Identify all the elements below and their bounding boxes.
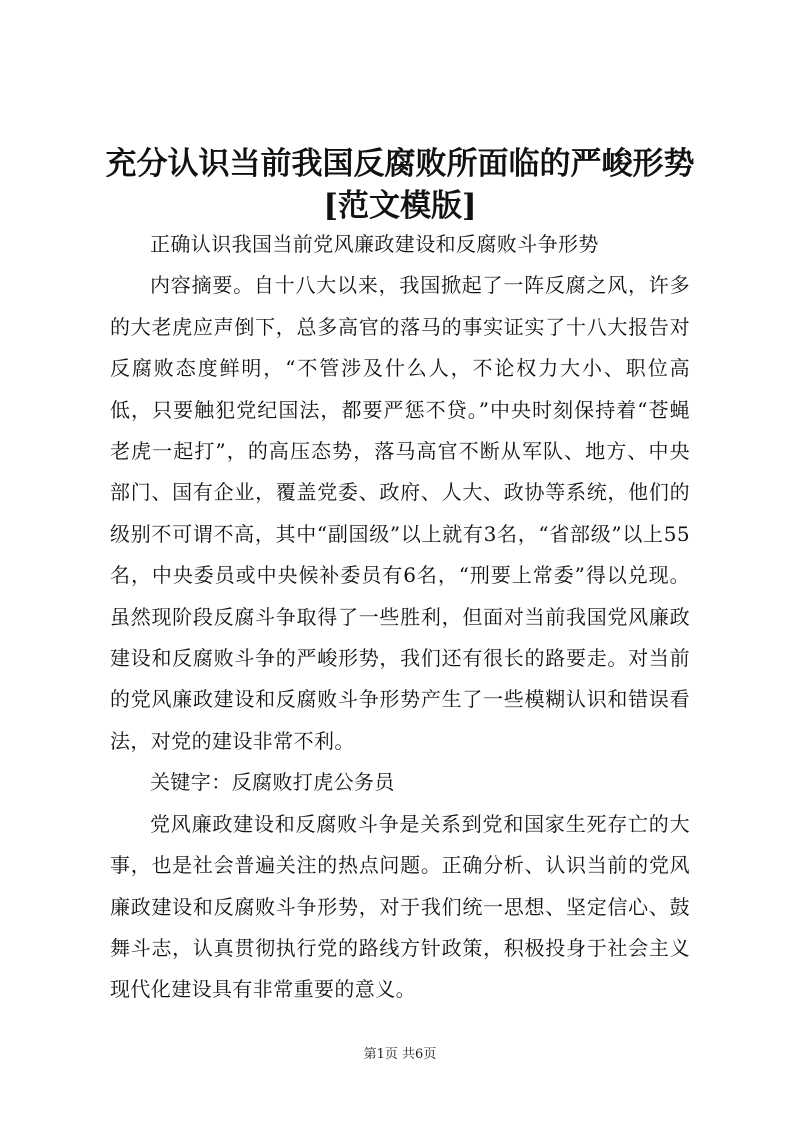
intro-paragraph: 党风廉政建设和反腐败斗争是关系到党和国家生死存亡的大事，也是社会普遍关注的热点问题。正确分析、认识当前的党风廉政建设和反腐败斗争形势，对于我们统一思想、坚定信心、鼓舞斗志，认真贯彻执行党的路线方针政策，积极投身于社会主义现代化建设具有非常重要的意义。 bbox=[110, 811, 690, 1002]
document-title: 充分认识当前我国反腐败所面临的严峻形势 bbox=[105, 146, 695, 182]
keywords-paragraph: 关键字：反腐败打虎公务员 bbox=[150, 770, 395, 795]
page-number: 第1页 共6页 bbox=[363, 1047, 437, 1062]
document-body bbox=[110, 224, 690, 1011]
document-title-suffix: [范文模版] bbox=[323, 188, 477, 224]
abstract-paragraph: 内容摘要。自十八大以来，我国掀起了一阵反腐之风，许多的大老虎应声倒下，总多高官的落马的事实证实了十八大报告对反腐败态度鲜明，“不管涉及什么人，不论权力大小、职位高低，只要触犯党纪国法，都要严惩不贷。”中央时刻保持着“苍蝇老虎一起打”，的高压态势，落马高官不断从军队、地方、中央部门、国有企业，覆盖党委、政府、人大、政协等系统，他们的级别不可谓不高，其中“副国级”以上就有3名，“省部级”以上55名，中央委员或中央候补委员有6名，“刑要上常委”得以兑现。虽然现阶段反腐斗争取得了一些胜利，但面对当前我国党风廉政建设和反腐败斗争的严峻形势，我们还有很长的路要走。对当前的党风廉政建设和反腐败斗争形势产生了一些模糊认识和错误看法，对党的建设非常不利。 bbox=[110, 273, 690, 753]
subtitle-paragraph: 正确认识我国当前党风廉政建设和反腐败斗争形势 bbox=[150, 232, 599, 256]
